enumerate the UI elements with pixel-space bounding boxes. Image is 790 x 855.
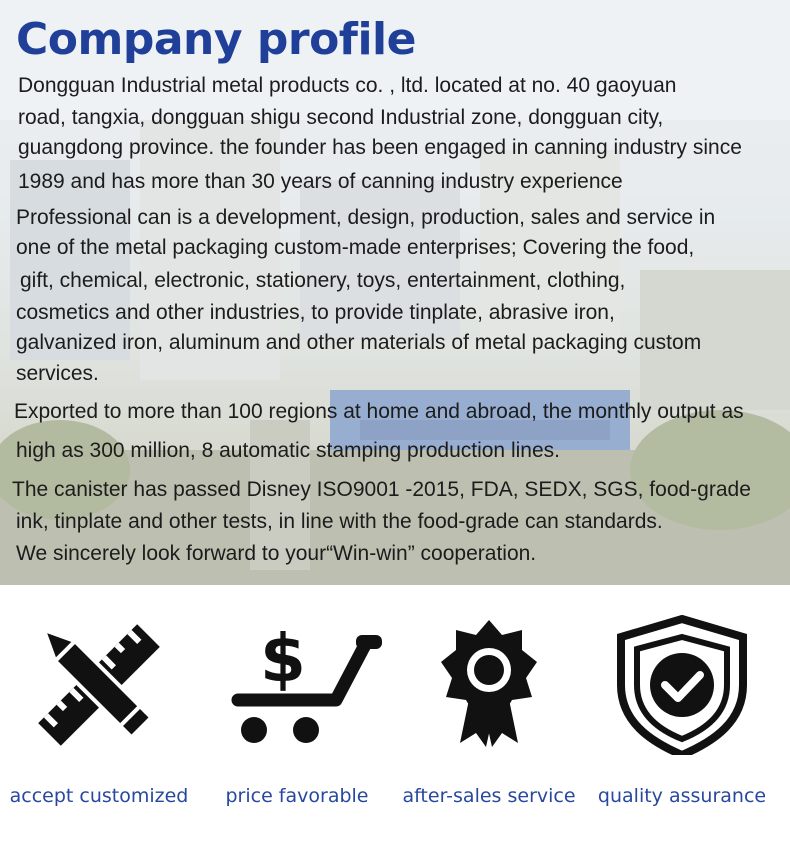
profile-line: We sincerely look forward to your“Win-win” cooperation. bbox=[16, 542, 537, 565]
feature-quality bbox=[583, 585, 781, 855]
feature-label: after-sales service bbox=[402, 785, 576, 807]
profile-line: Exported to more than 100 regions at home and abroad, the monthly output as bbox=[14, 400, 744, 423]
profile-line: one of the metal packaging custom-made enterprises; Covering the food, bbox=[16, 236, 695, 259]
profile-line: Professional can is a development, design, production, sales and service in bbox=[16, 206, 716, 229]
dollar-cart-icon bbox=[198, 615, 396, 755]
profile-line: ink, tinplate and other tests, in line with the food-grade can standards. bbox=[16, 510, 663, 533]
shield-check-icon bbox=[583, 615, 781, 755]
profile-line: cosmetics and other industries, to provide tinplate, abrasive iron, bbox=[16, 301, 615, 324]
page-title: Company profile bbox=[16, 14, 416, 65]
feature-label: quality assurance bbox=[597, 785, 767, 807]
profile-line: Dongguan Industrial metal products co. , ltd. located at no. 40 gaoyuan bbox=[18, 74, 677, 97]
pencil-ruler-icon bbox=[0, 615, 198, 755]
feature-price bbox=[198, 585, 396, 855]
profile-line: guangdong province. the founder has been engaged in canning industry since bbox=[18, 136, 742, 159]
feature-label: accept customized bbox=[9, 785, 189, 807]
profile-line: gift, chemical, electronic, stationery, toys, entertainment, clothing, bbox=[20, 269, 626, 292]
award-badge-icon bbox=[390, 615, 588, 755]
profile-line: road, tangxia, dongguan shigu second Industrial zone, dongguan city, bbox=[18, 106, 664, 129]
profile-line: galvanized iron, aluminum and other materials of metal packaging custom bbox=[16, 331, 702, 354]
profile-line: services. bbox=[16, 362, 99, 385]
profile-line: The canister has passed Disney ISO9001 -2015, FDA, SEDX, SGS, food-grade bbox=[12, 478, 751, 501]
profile-line: 1989 and has more than 30 years of canning industry experience bbox=[18, 170, 623, 193]
features-row bbox=[0, 585, 790, 855]
feature-label: price favorable bbox=[225, 785, 369, 807]
feature-customized bbox=[0, 585, 198, 855]
svg-text:$: $ bbox=[260, 620, 306, 697]
profile-line: high as 300 million, 8 automatic stamping production lines. bbox=[16, 439, 560, 462]
feature-after-sales bbox=[390, 585, 588, 855]
